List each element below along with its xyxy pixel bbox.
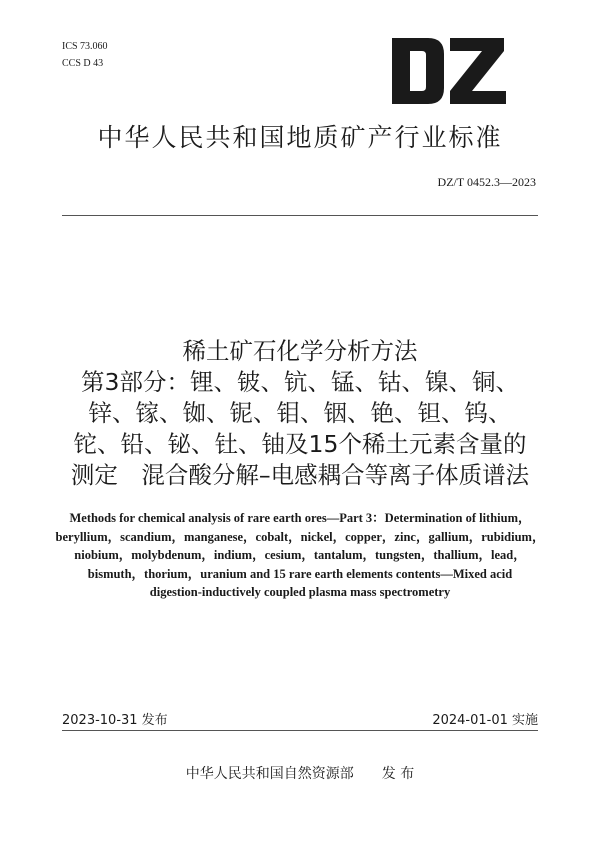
chinese-title-line: 稀土矿石化学分析方法: [182, 337, 418, 365]
classification-codes: [62, 38, 108, 72]
standard-code: DZ/T 0452.3—2023: [437, 175, 536, 189]
chinese-title-line: 第3部分：锂、铍、钪、锰、钴、镍、铜、: [81, 368, 519, 396]
chinese-title: [40, 336, 560, 491]
english-title-line: niobium，molybdenum，indium，cesium，tantalum，tungsten，thallium，lead，: [74, 548, 526, 562]
standard-category-title: 中华人民共和国地质矿产行业标准: [97, 123, 503, 152]
english-title-line: beryllium，scandium，manganese，cobalt，nickel，copper，zinc，gallium，rubidium，: [55, 529, 545, 544]
divider: [62, 215, 538, 216]
publisher: 中华人民共和国自然资源部 发 布: [185, 766, 415, 782]
english-title-line: Methods for chemical analysis of rare earth ores—Part 3：Determination of lithium，: [69, 511, 531, 525]
english-title-line: digestion-inductively coupled plasma mass spectrometry: [149, 585, 451, 599]
chinese-title-line: 锌、镓、铷、铌、钼、铟、铯、钽、钨、: [88, 399, 512, 427]
chinese-title-line: 测定 混合酸分解–电感耦合等离子体质谱法: [70, 461, 530, 489]
effective-date: 2024-01-01 实施: [432, 713, 538, 728]
english-title: [30, 509, 570, 602]
dz-logo: [392, 38, 506, 104]
english-title-line: bismuth，thorium，uranium and 15 rare earth elements contents—Mixed acid: [87, 566, 513, 581]
chinese-title-line: 铊、铅、铋、钍、铀及15个稀土元素含量的: [73, 430, 527, 458]
publish-date: 2023-10-31 发布: [62, 713, 168, 728]
ccs-code: CCS D 43: [62, 58, 104, 69]
ics-code: ICS 73.060: [62, 41, 108, 52]
divider: [62, 730, 538, 731]
